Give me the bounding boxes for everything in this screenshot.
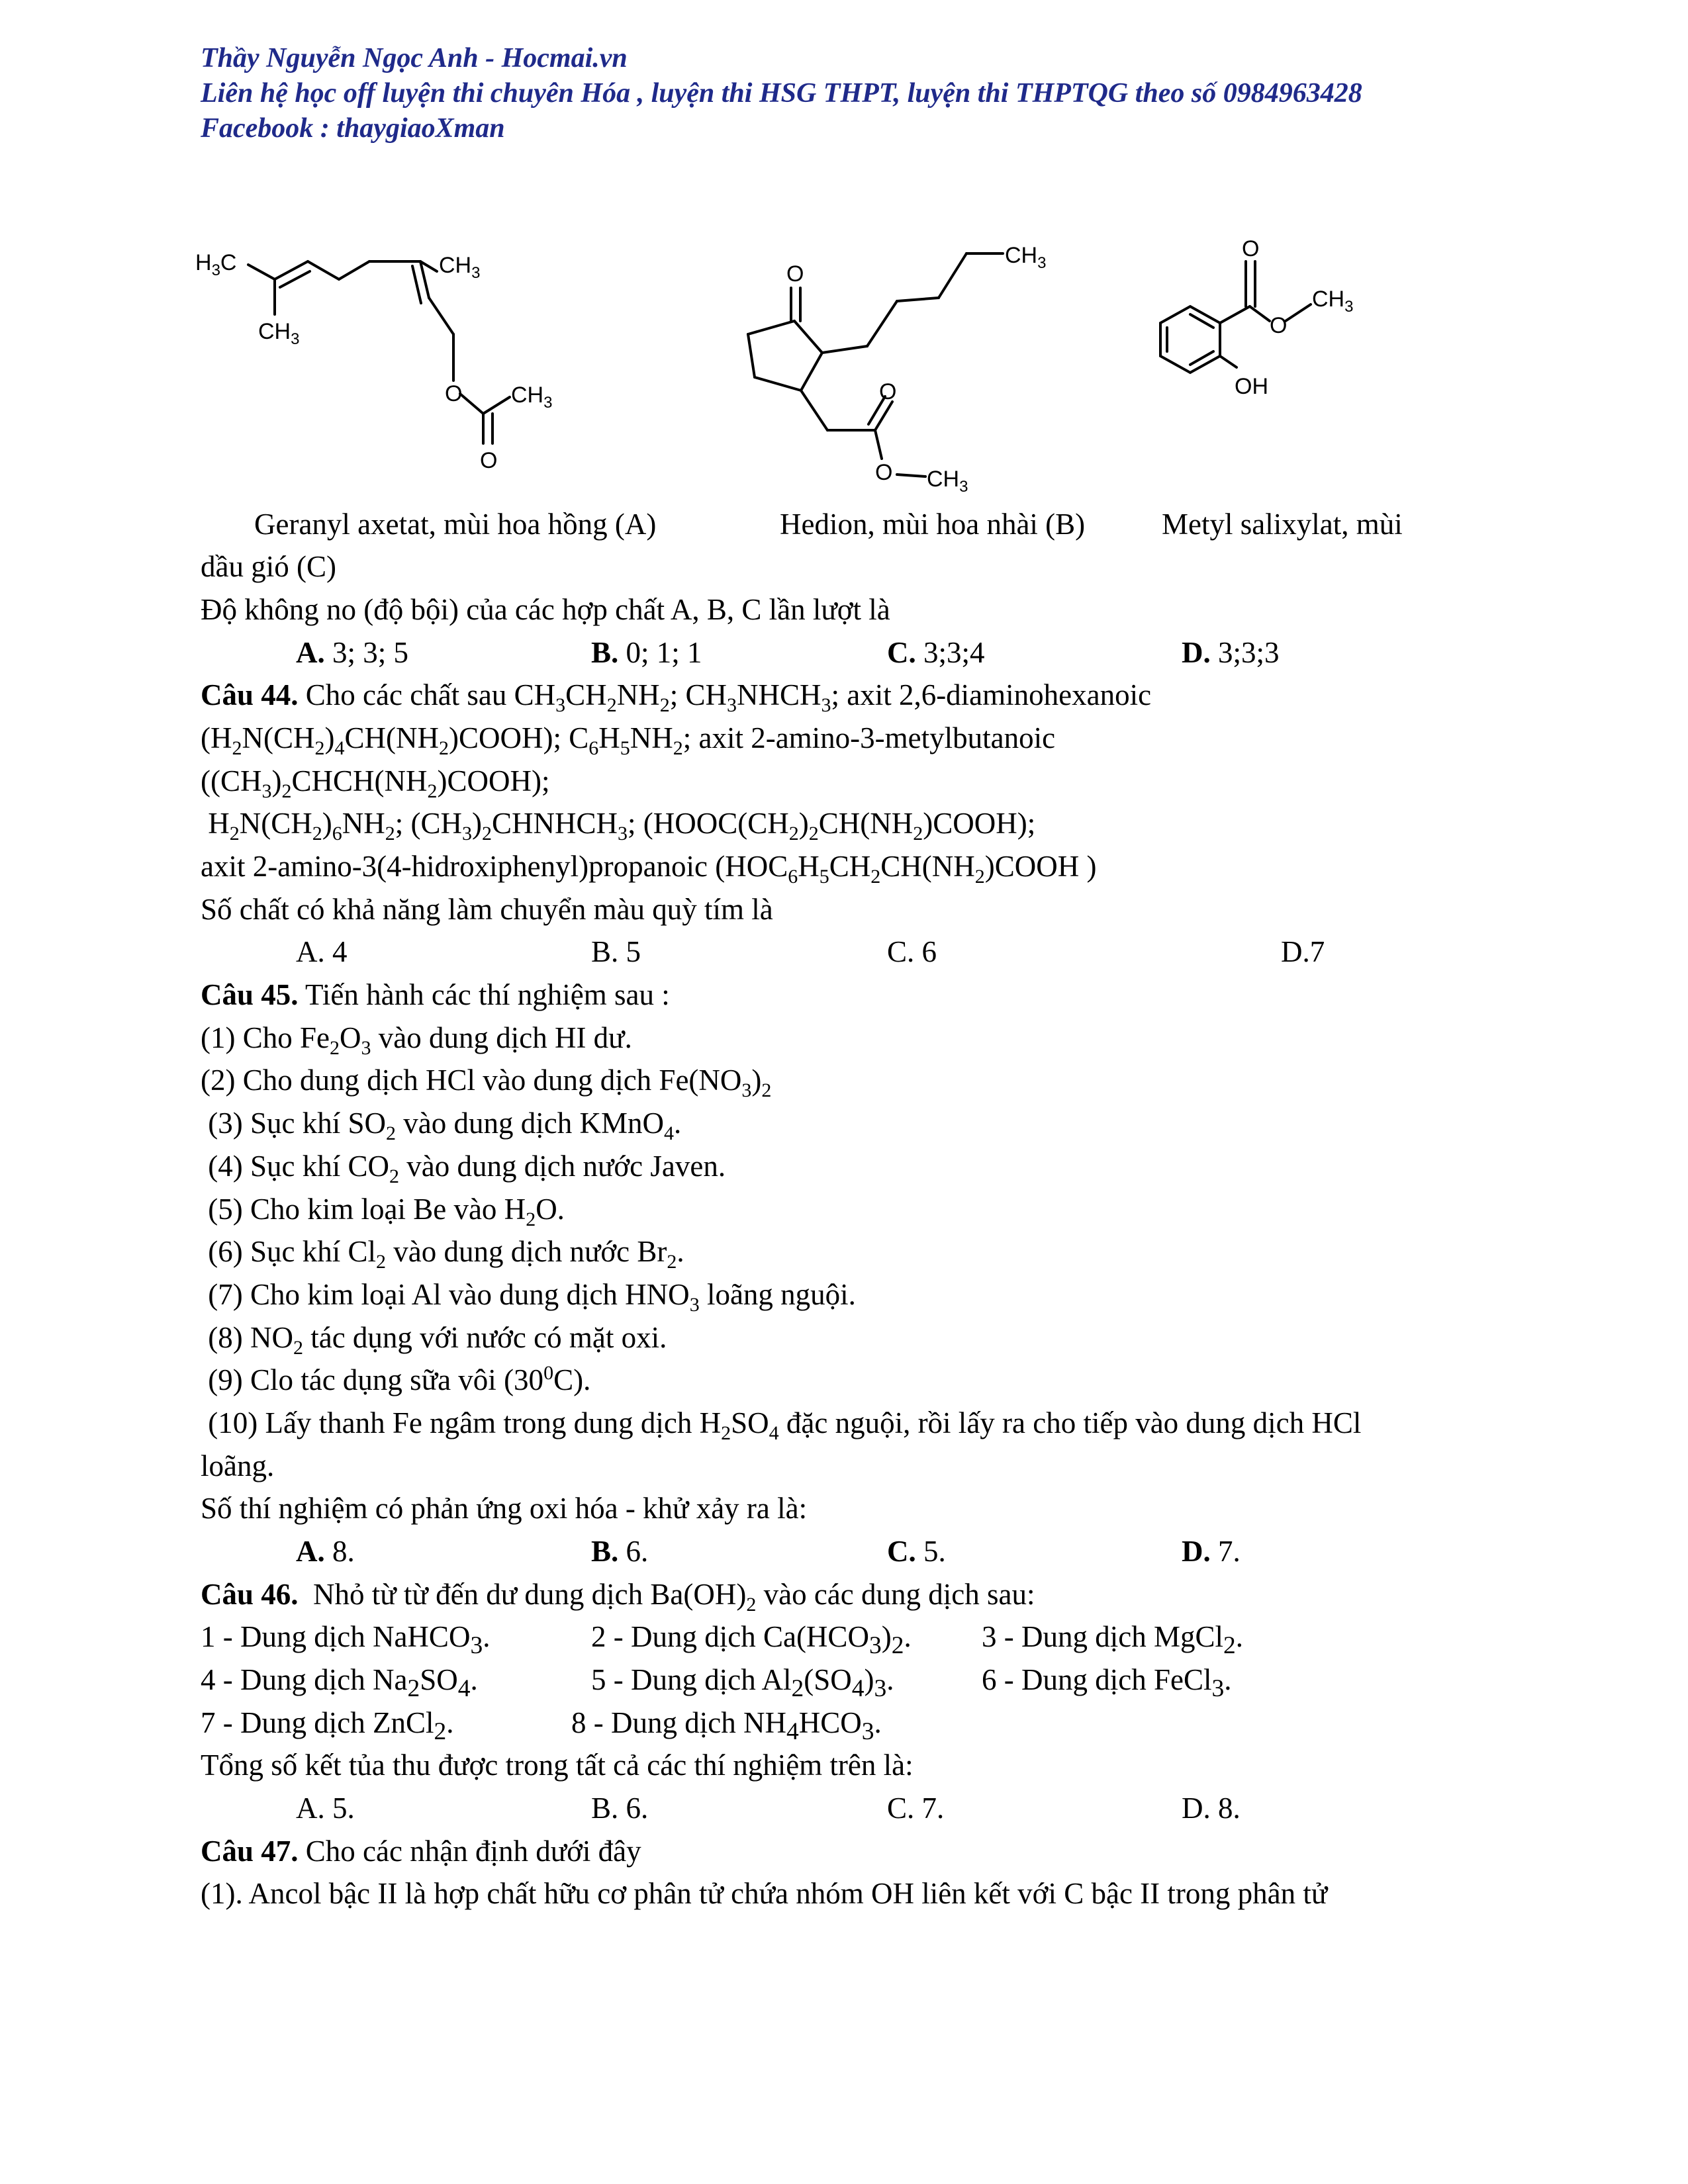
q45-exp4: (4) Sục khí $CO_2$ vào dung dịch nước Javen. [201, 1150, 726, 1187]
q45-exp6: (6) Sục khí $Cl_2$ vào dung dịch nước $Br_2$. [201, 1235, 684, 1273]
q44-line5: axit 2-amino-3(4-hidroxiphenyl)propanoic ($HOC_6H_5CH_2CH(NH_2)COOH$ ) [201, 850, 1097, 887]
q45-exp3: (3) Sục khí $SO_2$ vào dung dịch KMnO$_4$. [201, 1107, 682, 1144]
q45-exp1: (1) Cho $Fe_2O_3$ vào dung dịch HI dư. [201, 1021, 632, 1059]
label-ch3-acyl: $CH_3$ [511, 383, 553, 412]
header-facebook: Facebook : thaygiaoXman [201, 113, 505, 144]
q44-line1: Câu 44. Cho các chất sau $CH_3CH_2NH_2$; $CH_3NHCH_3$; axit 2,6-diaminohexanoic [201, 678, 1152, 716]
q46-item7: 7 - Dung dịch ZnCl$_2$. [201, 1706, 454, 1745]
q47-statement1: (1). Ancol bậc II là hợp chất hữu cơ phân tử chứa nhóm OH liên kết với C bậc II trong phân tử [201, 1877, 1328, 1910]
q43-option-b: B. 0; 1; 1 [591, 636, 702, 669]
label-o-carbonyl-c: O [1242, 236, 1260, 261]
header-author: Thầy Nguyễn Ngọc Anh - Hocmai.vn [201, 43, 628, 73]
q46-item2: 2 - Dung dịch $Ca(HCO_3)_2$. [591, 1620, 912, 1659]
q45-exp7: (7) Cho kim loại Al vào dung dịch $HNO_3$ loãng nguội. [201, 1278, 856, 1316]
q46-option-d: D. 8. [1182, 1792, 1241, 1825]
q43-option-d: D. 3;3;3 [1182, 636, 1280, 669]
q45-question: Số thí nghiệm có phản ứng oxi hóa - khử xảy ra là: [201, 1492, 808, 1525]
label-oh: OH [1235, 374, 1268, 399]
q45-option-c: C. 5. [887, 1535, 946, 1568]
label-ch3-c: $CH_3$ [1312, 287, 1354, 316]
q45-exp10: (10) Lấy thanh Fe ngâm trong dung dịch $H_2SO_4$ đặc nguội, rồi lấy ra cho tiếp vào dung dịch HCl [201, 1406, 1362, 1444]
label-ch3-top: $CH_3$ [439, 253, 481, 282]
q46-option-b: B. 6. [591, 1792, 649, 1825]
q44-option-d: D.7 [1281, 935, 1325, 968]
q45-exp8: (8) $NO_2$ tác dụng với nước có mặt oxi. [201, 1321, 667, 1359]
caption-c-continued: dầu gió (C) [201, 550, 336, 583]
structure-methyl-salicylate [1099, 235, 1403, 424]
q45-exp2: (2) Cho dung dịch HCl vào dung dịch $Fe(NO_3)_2$ [201, 1064, 772, 1101]
q45-option-a: A. 8. [296, 1535, 355, 1568]
q44-option-a: A. 4 [296, 935, 348, 968]
caption-b: Hedion, mùi hoa nhài (B) [780, 508, 1086, 541]
q43-option-c: C. 3;3;4 [887, 636, 985, 669]
q45-option-d: D. 7. [1182, 1535, 1241, 1568]
q45-exp9: (9) Clo tác dụng sữa vôi $(30^0C)$. [201, 1362, 591, 1396]
label-o-ketone: O [786, 261, 804, 287]
label-o-carbonyl: O [480, 448, 498, 473]
q45-exp10-wrap: loãng. [201, 1449, 275, 1482]
q46-question: Tổng số kết tủa thu được trong tất cả các thí nghiệm trên là: [201, 1749, 914, 1782]
q45-option-b: B. 6. [591, 1535, 649, 1568]
q46-item3: 3 - Dung dịch MgCl$_2$. [982, 1620, 1243, 1659]
q44-question: Số chất có khả năng làm chuyển màu quỳ tím là [201, 893, 773, 926]
q46-item6: 6 - Dung dịch FeCl$_3$. [982, 1663, 1232, 1702]
label-ch3-branch: $CH_3$ [258, 319, 300, 348]
q45-exp5: (5) Cho kim loại Be vào $H_2O$. [201, 1193, 565, 1230]
q46-item8: 8 - Dung dịch $NH_4HCO_3$. [571, 1706, 882, 1745]
q46-item4: 4 - Dung dịch $Na_2SO_4$. [201, 1663, 478, 1702]
label-ch3-ester: $CH_3$ [927, 467, 968, 496]
q43-stem: Độ không no (độ bội) của các hợp chất A, B, C lần lượt là [201, 593, 890, 626]
q46-item5: 5 - Dung dịch $Al_2(SO_4)_3$. [591, 1663, 894, 1702]
q44-line4: $H_2N(CH_2)_6NH_2$; $(CH_3)_2CHNHCH_3$; $(HOOC(CH_2)_2CH(NH_2)COOH)$; [201, 807, 1036, 844]
q46-item1: 1 - Dung dịch NaHCO$_3$. [201, 1620, 491, 1659]
label-o-ether-b: O [875, 460, 893, 485]
q46-option-c: C. 7. [887, 1792, 945, 1825]
label-ch3-chain: $CH_3$ [1005, 243, 1047, 272]
structure-hedione [728, 235, 1059, 503]
label-o-ether: O [445, 381, 463, 406]
q46-option-a: A. 5. [296, 1792, 355, 1825]
label-h3c: $H_3C$ [195, 250, 237, 279]
q43-option-a: A. 3; 3; 5 [296, 636, 409, 669]
header-contact: Liên hệ học off luyện thi chuyên Hóa , luyện thi HSG THPT, luyện thi THPTQG theo số 0984963428 [201, 78, 1362, 109]
structure-geranyl-acetate [192, 232, 616, 500]
q45-intro: Câu 45. Tiến hành các thí nghiệm sau : [201, 978, 670, 1011]
caption-a: Geranyl axetat, mùi hoa hồng (A) [254, 508, 657, 541]
label-o-ether-c: O [1270, 313, 1288, 338]
q44-line2: $(H_2N(CH_2)_4CH(NH_2)COOH)$; $C_6H_5NH_2$; axit 2-amino-3-metylbutanoic [201, 721, 1056, 759]
q44-line3: $((CH_3)_2CHCH(NH_2)COOH)$; [201, 764, 550, 802]
q47-intro: Câu 47. Cho các nhận định dưới đây [201, 1835, 641, 1868]
label-o-carbonyl-b: O [879, 379, 897, 404]
q44-option-c: C. 6 [887, 935, 937, 968]
q46-intro: Câu 46. Nhỏ từ từ đến dư dung dịch $Ba(OH)_2$ vào các dung dịch sau: [201, 1578, 1035, 1615]
q44-option-b: B. 5 [591, 935, 641, 968]
caption-c: Metyl salixylat, mùi [1162, 508, 1403, 541]
